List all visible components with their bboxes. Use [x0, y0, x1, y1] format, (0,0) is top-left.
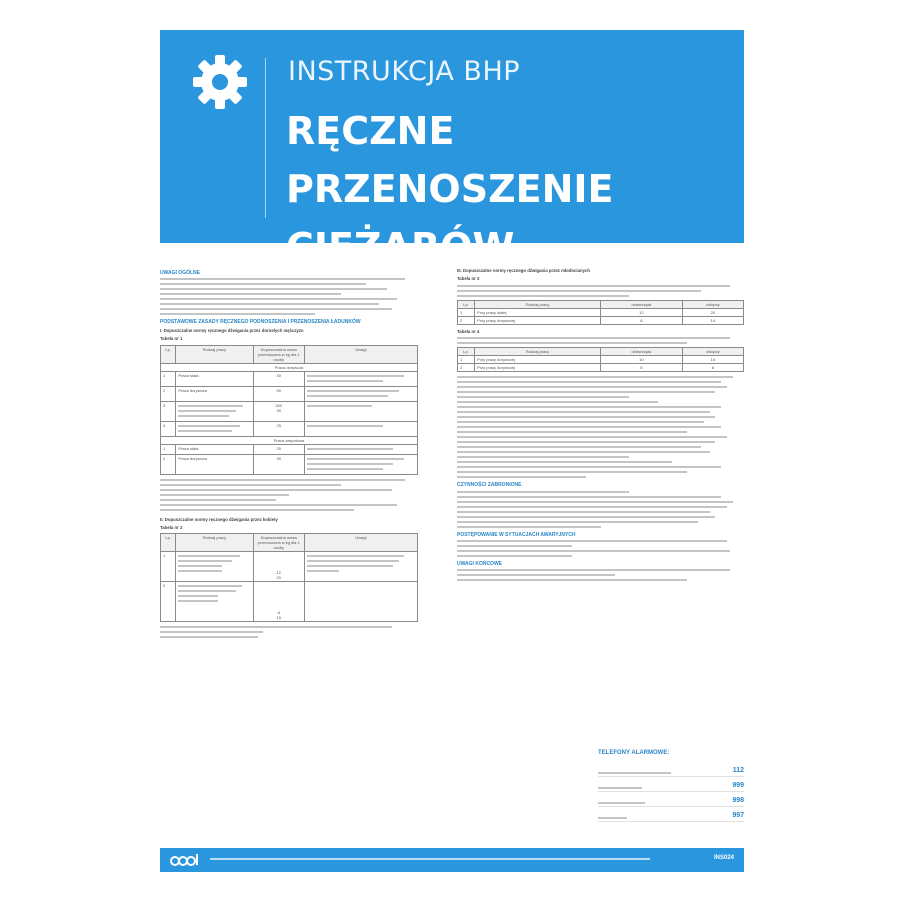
instruction-poster: [160, 30, 744, 872]
gear-icon: [188, 50, 252, 114]
poster-footer: [160, 848, 744, 872]
phone-number: 998: [732, 797, 744, 804]
oddk-logo: [170, 852, 200, 868]
phone-number: 999: [732, 782, 744, 789]
phone-number: 112: [732, 767, 744, 774]
item-1-heading: I. Dopuszczalne normy ręcznego dźwigania przez dorosłych mężczyzn: [160, 327, 304, 333]
table-row: 2 Przy pracy dorywczej 5 8: [458, 364, 744, 372]
table-row: 2 Przy pracy dorywczej 8 14: [458, 316, 744, 324]
item-3-heading: III. Dopuszczalne normy ręcznego dźwigania przez młodocianych: [457, 268, 590, 273]
emergency-phones: [598, 750, 744, 822]
table-row: 1 Praca stała 30: [161, 371, 418, 386]
table-1: [160, 345, 418, 475]
phone-row: [598, 792, 744, 807]
phone-number: 997: [732, 812, 744, 819]
table-row: 2 Praca dorywcza 50: [161, 386, 418, 401]
phones-title: TELEFONY ALARMOWE:: [598, 750, 670, 756]
table-header: Uwagi: [304, 534, 417, 552]
phone-row: [598, 762, 744, 777]
table-header: chłopcy: [682, 348, 743, 356]
table-4-label: Tabela nr 4: [457, 328, 480, 334]
product-code: INS024: [713, 855, 734, 861]
table-2: [160, 533, 418, 622]
table-header: dziewczęta: [600, 348, 682, 356]
table-2-label: Tabela nr 2: [160, 525, 183, 531]
table-3-label: Tabela nr 3: [457, 276, 480, 282]
section-prohibited-heading: CZYNNOŚCI ZABRONIONE: [457, 482, 522, 489]
table-header: dziewczęta: [600, 300, 682, 308]
table-row: 2 Praca dorywcza 30: [161, 454, 418, 474]
table-row: 4 25: [161, 421, 418, 436]
left-column: [160, 266, 418, 641]
table-header: Rodzaj pracy: [176, 345, 253, 363]
section-emergency-heading: POSTĘPOWANIE W SYTUACJACH AWARYJNYCH: [457, 531, 576, 538]
table-header: Lp.: [458, 348, 475, 356]
page-title: RĘCZNE PRZENOSZENIE CIĘŻARÓW: [286, 109, 614, 269]
table-header: Dopuszczalna masa przenoszona w kg dla 1 osoby: [253, 534, 304, 552]
item-2-heading: II. Dopuszczalne normy ręcznego dźwigania przez kobiety: [160, 516, 278, 522]
table-group-label: Praca zespołowa: [161, 436, 418, 444]
phone-row: [598, 807, 744, 822]
section-general-heading: UWAGI OGÓLNE: [160, 270, 200, 276]
table-header: Rodzaj pracy: [475, 348, 601, 356]
table-row: 1 12 20: [161, 552, 418, 582]
table-header: Rodzaj pracy: [475, 300, 601, 308]
section-rules-heading: PODSTAWOWE ZASADY RĘCZNEGO PODNOSZENIA I PRZENOSZENIA ŁADUNKÓW: [160, 319, 361, 326]
table-row: 1 Praca stała 25: [161, 444, 418, 454]
table-header: Lp.: [458, 300, 475, 308]
table-group-label: Praca dorywcza: [161, 363, 418, 371]
table-row: 1 Przy pracy dorywczej 10 15: [458, 356, 744, 364]
table-1-label: Tabela nr 1: [160, 336, 183, 342]
table-header: Lp.: [161, 534, 176, 552]
phone-row: [598, 777, 744, 792]
table-header: Rodzaj pracy: [176, 534, 253, 552]
table-row: 1 Przy pracy stałej 12 20: [458, 308, 744, 316]
table-header: Dopuszczalna masa przenoszona w kg dla 1 osoby: [253, 345, 304, 363]
right-column: [457, 266, 744, 584]
poster-header: [160, 30, 744, 269]
header-divider: [265, 58, 266, 218]
table-3: [457, 300, 744, 325]
table-4: [457, 347, 744, 372]
footer-text: [210, 858, 650, 860]
section-final-heading: UWAGI KOŃCOWE: [457, 561, 502, 568]
table-header: Lp.: [161, 345, 176, 363]
table-header: chłopcy: [682, 300, 743, 308]
table-header: Uwagi: [304, 345, 417, 363]
header-subtitle: INSTRUKCJA BHP: [288, 56, 521, 87]
table-row: 2 8 15: [161, 582, 418, 622]
table-row: 3 300 30: [161, 401, 418, 421]
